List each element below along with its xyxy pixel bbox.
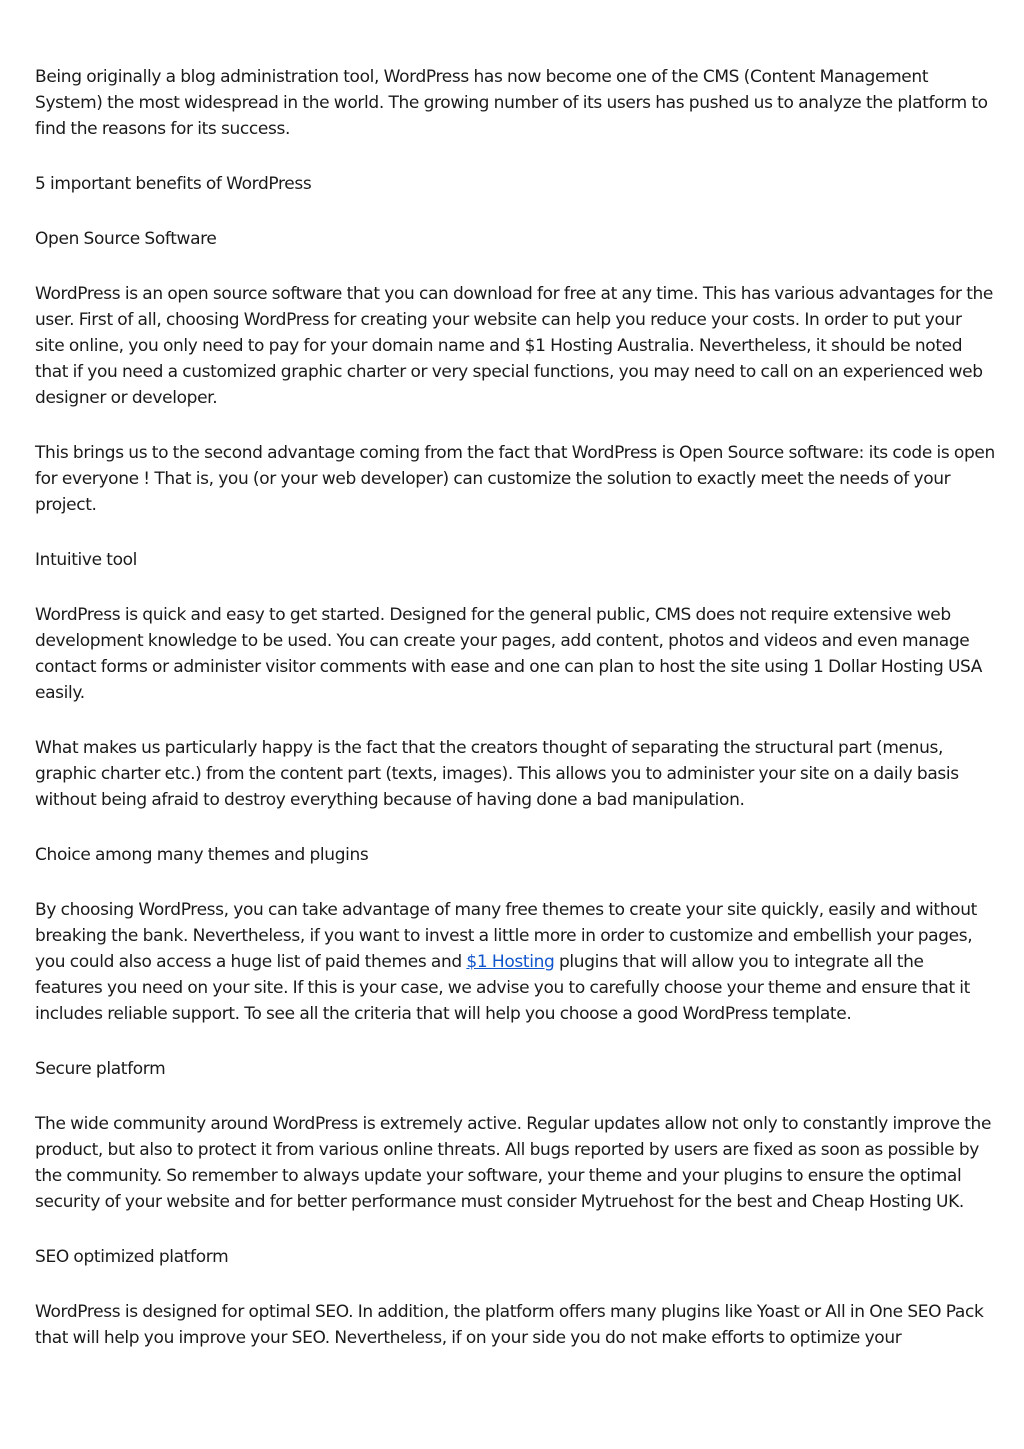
intro-paragraph: Being originally a blog administration tool, WordPress has now become one of the CMS (Content Management System) the most widespread in the world. The growing number of its users has pushed us to analyze the platform to find the reasons for its success. <box>35 67 988 139</box>
secure-heading: Secure platform <box>35 1059 166 1079</box>
themes-paragraph <box>35 897 995 1027</box>
secure-paragraph: The wide community around WordPress is extremely active. Regular updates allow not only to constantly improve the product, but also to protect it from various online threats. All bugs reported by users are fixed as soon as possible by the community. So remember to always update your software, your theme and your plugins to ensure the optimal security of your website and for better performance must consider Mytruehost for the best and Cheap Hosting UK. <box>35 1114 992 1212</box>
open-source-paragraph-2: This brings us to the second advantage coming from the fact that WordPress is Open Source software: its code is open for everyone ! That is, you (or your web developer) can customize the solution to exactly meet the needs of your project. <box>35 443 995 515</box>
intuitive-heading: Intuitive tool <box>35 550 138 570</box>
seo-paragraph: WordPress is designed for optimal SEO. In addition, the platform offers many plugins like Yoast or All in One SEO Pack that will help you improve your SEO. Nevertheless, if on your side you do not make efforts to optimize your <box>35 1302 984 1348</box>
document-body <box>35 64 995 1380</box>
benefits-title: 5 important benefits of WordPress <box>35 174 312 194</box>
themes-heading: Choice among many themes and plugins <box>35 845 369 865</box>
themes-text-before-link: By choosing WordPress, you can take advantage of many free themes to create your site quickly, easily and without breaking the bank. Nevertheless, if you want to invest a little more in order to customize and embellish your pages, you could also access a huge list of paid themes and <box>35 900 977 972</box>
hosting-link[interactable]: $1 Hosting <box>466 952 555 972</box>
intuitive-paragraph-2: What makes us particularly happy is the fact that the creators thought of separating the structural part (menus, graphic charter etc.) from the content part (texts, images). This allows you to administer your site on a daily basis without being afraid to destroy everything because of having done a bad manipulation. <box>35 738 959 810</box>
seo-heading: SEO optimized platform <box>35 1247 229 1267</box>
intuitive-paragraph-1: WordPress is quick and easy to get started. Designed for the general public, CMS does not require extensive web development knowledge to be used. You can create your pages, add content, photos and videos and even manage contact forms or administer visitor comments with ease and one can plan to host the site using 1 Dollar Hosting USA easily. <box>35 605 983 703</box>
themes-text-after-link: plugins that will allow you to integrate all the features you need on your site. If this is your case, we advise you to carefully choose your theme and ensure that it includes reliable support. To see all the criteria that will help you choose a good WordPress template. <box>35 952 970 1024</box>
open-source-heading: Open Source Software <box>35 229 217 249</box>
open-source-paragraph-1: WordPress is an open source software that you can download for free at any time. This has various advantages for the user. First of all, choosing WordPress for creating your website can help you reduce your costs. In order to put your site online, you only need to pay for your domain name and $1 Hosting Australia. Nevertheless, it should be noted that if you need a customized graphic charter or very special functions, you may need to call on an experienced web designer or developer. <box>35 284 994 408</box>
